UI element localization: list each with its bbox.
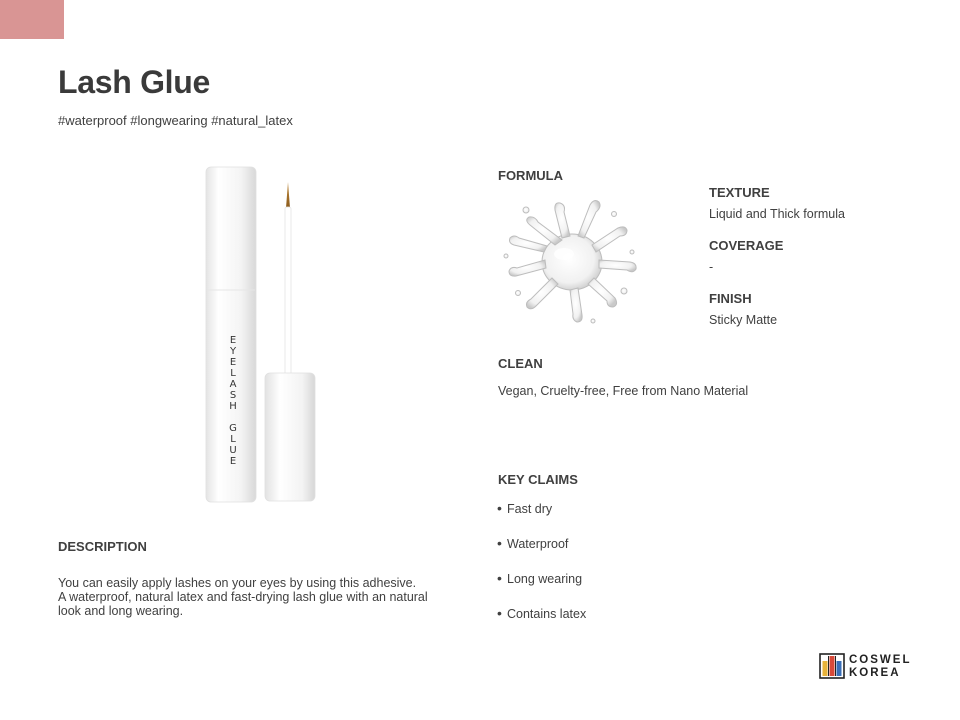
bottle-label-letter: A [229, 379, 237, 390]
clean-heading: CLEAN [498, 356, 543, 371]
coverage-label: COVERAGE [709, 238, 784, 253]
description-line: A waterproof, natural latex and fast-drying lash glue with an natural [58, 590, 428, 604]
bottle-label-letter: H [229, 401, 237, 412]
texture-value: Liquid and Thick formula [709, 207, 845, 221]
coswel-korea-logo [819, 653, 911, 681]
key-claims-list [497, 500, 586, 640]
logo-line-1: COSWEL [849, 654, 912, 666]
key-claim-item: • Long wearing [497, 570, 586, 605]
bottle-label-letter: U [229, 445, 237, 456]
bottle-label-letter: E [229, 357, 237, 368]
bottle-label-letter: Y [229, 346, 237, 357]
coverage-value: - [709, 260, 714, 274]
key-claim-item: • Waterproof [497, 535, 586, 570]
applicator-brush [285, 182, 291, 377]
bottle-label-letter: E [229, 335, 237, 346]
product-image [196, 160, 326, 510]
description-line: look and long wearing. [58, 604, 184, 618]
finish-label: FINISH [709, 291, 752, 306]
formula-splash-image [500, 190, 645, 335]
key-claim-item: • Contains latex [497, 605, 586, 640]
logo-mark-icon [819, 653, 845, 679]
bottle-label-letter: E [229, 456, 237, 467]
bottle-label-letter: S [229, 390, 237, 401]
finish-value: Sticky Matte [709, 313, 778, 327]
description-heading: DESCRIPTION [58, 539, 147, 554]
applicator-cap [265, 373, 315, 501]
bottle-label [229, 335, 237, 467]
bottle-label-letter: L [230, 368, 236, 379]
logo-line-2: KOREA [849, 667, 901, 679]
description-text [58, 576, 478, 618]
page-title: Lash Glue [58, 64, 211, 100]
texture-label: TEXTURE [709, 185, 770, 200]
clean-value: Vegan, Cruelty-free, Free from Nano Material [498, 384, 749, 398]
description-line: You can easily apply lashes on your eyes by using this adhesive. [58, 576, 417, 590]
formula-heading: FORMULA [498, 168, 563, 183]
bottle-label-letter: G [229, 423, 237, 434]
bottle-label-letter: L [230, 434, 236, 445]
key-claim-item: • Fast dry [497, 500, 586, 535]
corner-accent-block [0, 0, 64, 39]
hashtags: #waterproof #longwearing #natural_latex [58, 113, 293, 128]
key-claims-heading: KEY CLAIMS [498, 472, 578, 487]
